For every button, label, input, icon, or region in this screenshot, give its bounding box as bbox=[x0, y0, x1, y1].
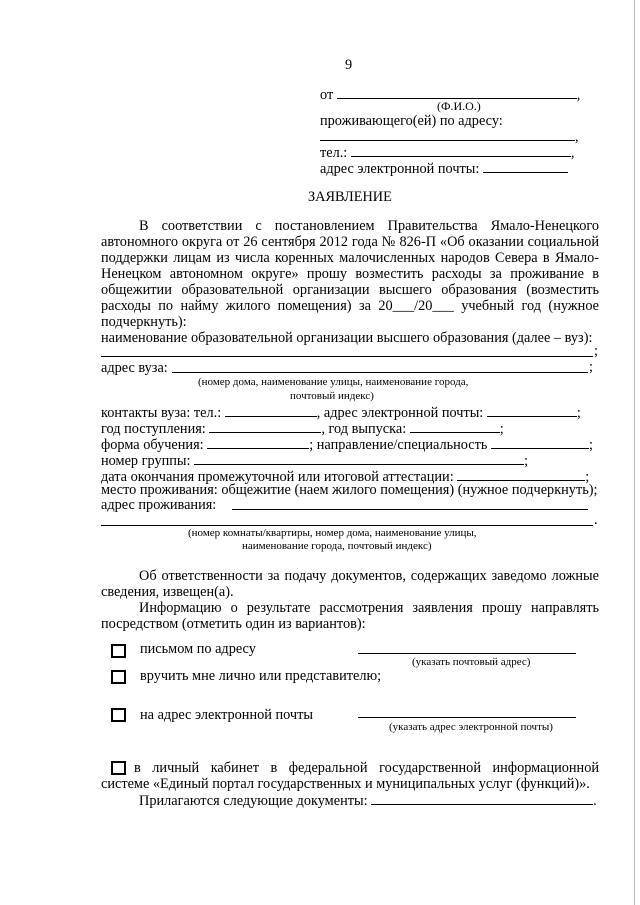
study-form-label: форма обучения: bbox=[101, 437, 204, 453]
intro-line-3: поддержки лицам из числа коренных малочисленных народов Севера в Ямало- bbox=[101, 250, 599, 266]
phone-field[interactable] bbox=[351, 144, 571, 157]
email-checkbox[interactable] bbox=[111, 708, 126, 722]
study-form-field[interactable] bbox=[207, 436, 309, 449]
university-name-label: наименование образовательной организации высшего образования (далее – вуз): bbox=[101, 330, 593, 346]
study-form-line bbox=[101, 436, 593, 453]
comma: , bbox=[570, 145, 575, 161]
responsibility-line-1: Об ответственности за подачу документов, содержащих заведомо ложные bbox=[139, 568, 599, 584]
personal-checkbox[interactable] bbox=[111, 670, 126, 684]
year-graduation-field[interactable] bbox=[410, 420, 500, 433]
email-line bbox=[320, 160, 568, 177]
residence-caption-1: (номер комнаты/квартиры, номер дома, наименование улицы, bbox=[188, 527, 477, 539]
page-number: 9 bbox=[345, 57, 353, 73]
letter-checkbox[interactable] bbox=[111, 644, 126, 658]
semicolon: ; bbox=[499, 421, 504, 437]
contacts-email-field[interactable] bbox=[487, 404, 577, 417]
fio-caption: (Ф.И.О.) bbox=[437, 99, 481, 113]
uni-address-line bbox=[101, 360, 168, 376]
residence-address-field-2[interactable] bbox=[101, 525, 593, 526]
contacts-line bbox=[101, 404, 581, 421]
group-field[interactable] bbox=[194, 452, 524, 465]
intro-line-1: В соответствии с постановлением Правительства Ямало-Ненецкого bbox=[139, 218, 599, 234]
portal-checkbox[interactable] bbox=[111, 761, 126, 775]
semicolon: ; bbox=[589, 359, 593, 375]
letter-address-field[interactable] bbox=[358, 653, 576, 654]
attached-label: Прилагаются следующие документы: bbox=[139, 793, 368, 809]
semicolon: ; bbox=[524, 453, 529, 469]
phone-line bbox=[320, 144, 574, 161]
residing-label: проживающего(ей) по адресу: bbox=[320, 113, 503, 129]
intro-line-6: расходы по найму жилого помещения) за 20___/20___ учебный год (нужное bbox=[101, 298, 599, 314]
semicolon: ; bbox=[585, 469, 590, 485]
period: . bbox=[594, 512, 598, 528]
attestation-field[interactable] bbox=[457, 468, 585, 481]
years-line bbox=[101, 420, 504, 437]
info-line-2: посредством (отметить один из вариантов): bbox=[101, 616, 366, 632]
contacts-phone-label: контакты вуза: тел.: bbox=[101, 405, 222, 421]
attached-line bbox=[139, 792, 597, 809]
residence-place: место проживания: общежитие (наем жилого помещения) (нужное подчеркнуть); bbox=[101, 482, 598, 498]
intro-line-5: общежитии образовательной организации высшего образования (возместить bbox=[101, 282, 599, 298]
address-field[interactable] bbox=[320, 128, 575, 141]
info-line-1: Информацию о результате рассмотрения заявления прошу направлять bbox=[139, 600, 599, 616]
period: . bbox=[593, 793, 597, 809]
intro-line-2: автономного округа от 26 сентября 2012 года № 826-П «Об оказании социальной bbox=[101, 234, 599, 250]
address-line bbox=[320, 128, 579, 145]
group-line bbox=[101, 452, 528, 469]
year-admission-field[interactable] bbox=[209, 420, 321, 433]
group-label: номер группы: bbox=[101, 453, 191, 469]
option-portal-line-1: в личный кабинет в федеральной государственной информационной bbox=[134, 760, 599, 776]
responsibility-line-2: сведения, извещен(а). bbox=[101, 584, 234, 600]
email-caption: (указать адрес электронной почты) bbox=[389, 721, 553, 733]
residence-caption-2: наименование города, почтовый индекс) bbox=[242, 540, 432, 552]
email-label: адрес электронной почты: bbox=[320, 161, 480, 177]
option-portal-line-2: системе «Единый портал государственных и муниципальных услуг (функций)». bbox=[101, 776, 590, 792]
comma: , bbox=[576, 87, 581, 103]
semicolon: ; bbox=[576, 405, 581, 421]
email-field[interactable] bbox=[483, 160, 568, 173]
intro-line-4: Ненецком автономном округе» прошу возместить расходы за проживание в bbox=[101, 266, 599, 282]
phone-label: тел.: bbox=[320, 145, 348, 161]
university-name-field[interactable] bbox=[101, 356, 593, 357]
email-address-field[interactable] bbox=[358, 717, 576, 718]
attached-field[interactable] bbox=[371, 792, 593, 805]
comma: , bbox=[575, 129, 579, 145]
year-graduation-label: , год выпуска: bbox=[321, 421, 407, 437]
option-email-label: на адрес электронной почты bbox=[140, 707, 313, 723]
semicolon: ; bbox=[594, 343, 598, 359]
from-label: от bbox=[320, 87, 334, 103]
uni-address-field[interactable] bbox=[172, 372, 588, 373]
page-edge bbox=[634, 0, 635, 905]
direction-field[interactable] bbox=[491, 436, 589, 449]
contacts-email-label: , адрес электронной почты: bbox=[316, 405, 484, 421]
document-title: ЗАЯВЛЕНИЕ bbox=[308, 189, 392, 205]
contacts-phone-field[interactable] bbox=[225, 404, 317, 417]
letter-caption: (указать почтовый адрес) bbox=[412, 656, 531, 668]
uni-address-label: адрес вуза: bbox=[101, 360, 168, 376]
semicolon: ; bbox=[589, 437, 593, 453]
intro-line-7: подчеркнуть): bbox=[101, 314, 187, 330]
year-admission-label: год поступления: bbox=[101, 421, 206, 437]
option-letter-label: письмом по адресу bbox=[140, 641, 256, 657]
attestation-label: дата окончания промежуточной или итоговой аттестации: bbox=[101, 469, 454, 485]
fio-field[interactable] bbox=[337, 86, 577, 99]
uni-address-caption-2: почтовый индекс) bbox=[290, 390, 374, 402]
residence-address-field-1[interactable] bbox=[232, 509, 588, 510]
direction-label: ; направление/специальность bbox=[309, 437, 488, 453]
option-personal-label: вручить мне лично или представителю; bbox=[140, 668, 382, 684]
uni-address-caption-1: (номер дома, наименование улицы, наименование города, bbox=[198, 376, 469, 388]
residence-address-label: адрес проживания: bbox=[101, 497, 217, 513]
